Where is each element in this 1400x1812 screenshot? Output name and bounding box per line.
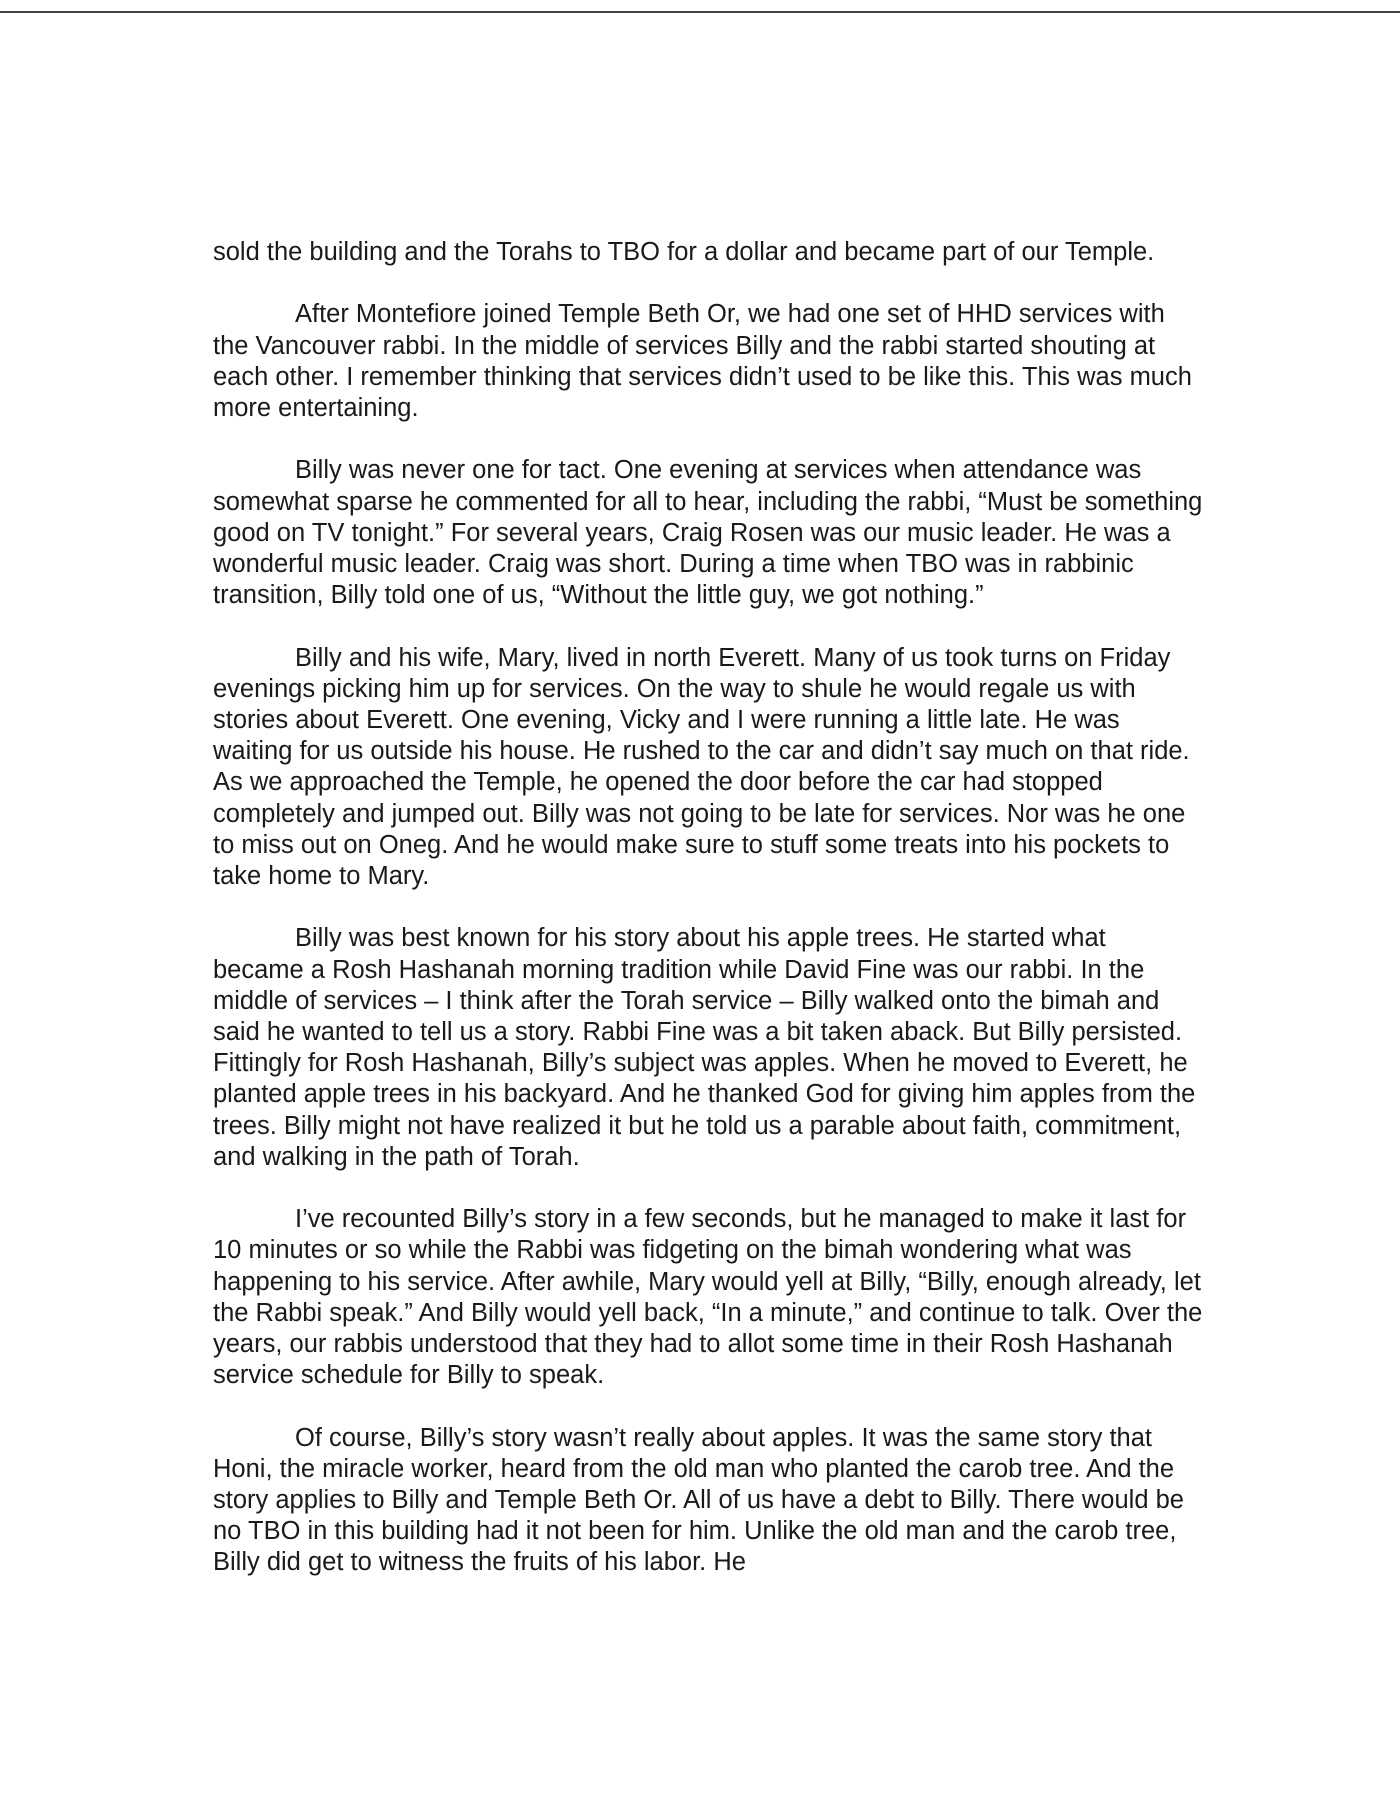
paragraph-6: I’ve recounted Billy’s story in a few seconds, but he managed to make it last for 10 minutes or so while the Rabbi was fidgeting on the bimah wondering what was happening to his service. After awhile, Mary would yell at Billy, “Billy, enough already, let the Rabbi speak.” And Billy would yell back, “In a minute,” and continue to talk. Over the years, our rabbis understood that they had to allot some time in their Rosh Hashanah service schedule for Billy to speak. bbox=[213, 1205, 1203, 1390]
paragraph-7: Of course, Billy’s story wasn’t really about apples. It was the same story that Honi, the miracle worker, heard from the old man who planted the carob tree. And the story applies to Billy and Temple Beth Or. All of us have a debt to Billy. There would be no TBO in this building had it not been for him. Unlike the old man and the carob tree, Billy did get to witness the fruits of his labor. He bbox=[213, 1423, 1184, 1577]
paragraph-2: After Montefiore joined Temple Beth Or, we had one set of HHD services with the Vancouver rabbi. In the middle of services Billy and the rabbi started shouting at each other. I remember thinking that services didn’t used to be like this. This was much more entertaining. bbox=[213, 300, 1192, 422]
paragraph-1: sold the building and the Torahs to TBO for a dollar and became part of our Temple. bbox=[213, 238, 1155, 266]
paragraph-3: Billy was never one for tact. One evening at services when attendance was somewhat sparse he commented for all to hear, including the rabbi, “Must be something good on TV tonight.” For several years, Craig Rosen was our music leader. He was a wonderful music leader. Craig was short. During a time when TBO was in rabbinic transition, Billy told one of us, “Without the little guy, we got nothing.” bbox=[213, 456, 1203, 610]
document-body bbox=[213, 237, 1203, 1610]
top-rule-divider bbox=[0, 11, 1400, 13]
paragraph-4: Billy and his wife, Mary, lived in north Everett. Many of us took turns on Friday evenings picking him up for services. On the way to shule he would regale us with stories about Everett. One evening, Vicky and I were running a little late. He was waiting for us outside his house. He rushed to the car and didn’t say much on that ride. As we approached the Temple, he opened the door before the car had stopped completely and jumped out. Billy was not going to be late for services. Nor was he one to miss out on Oneg. And he would make sure to stuff some treats into his pockets to take home to Mary. bbox=[213, 643, 1190, 891]
paragraph-5: Billy was best known for his story about his apple trees. He started what became a Rosh Hashanah morning tradition while David Fine was our rabbi. In the middle of services – I think after the Torah service – Billy walked onto the bimah and said he wanted to tell us a story. Rabbi Fine was a bit taken aback. But Billy persisted. Fittingly for Rosh Hashanah, Billy’s subject was apples. When he moved to Everett, he planted apple trees in his backyard. And he thanked God for giving him apples from the trees. Billy might not have realized it but he told us a parable about faith, commitment, and walking in the path of Torah. bbox=[213, 924, 1196, 1171]
